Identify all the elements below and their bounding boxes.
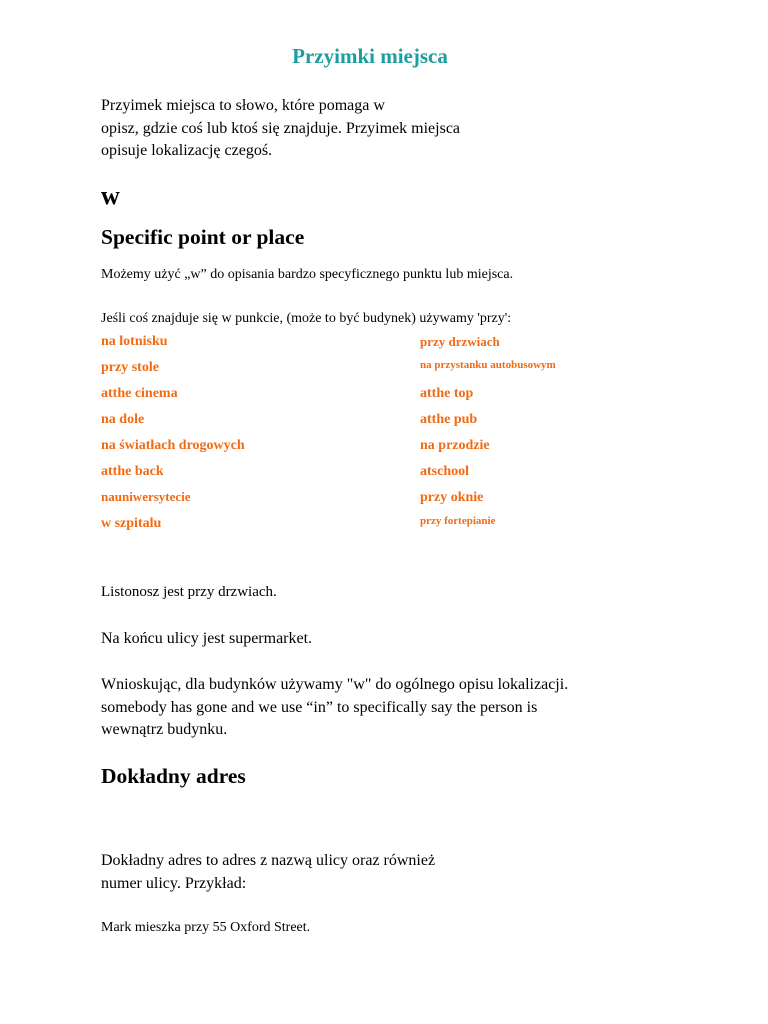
- intro-paragraph: [101, 95, 460, 163]
- conclusion-line: Wnioskując, dla budynków używamy "w" do ogólnego opisu lokalizacji.: [101, 676, 569, 693]
- phrase-left: przy stole: [101, 360, 159, 375]
- phrase-right: przy drzwiach: [420, 334, 500, 349]
- conclusion-paragraph: [101, 674, 568, 742]
- intro-line: opisuje lokalizację czegoś.: [101, 142, 273, 159]
- phrase-right: przy fortepianie: [420, 515, 496, 527]
- conclusion-line: wewnątrz budynku.: [101, 721, 228, 738]
- conclusion-line: somebody has gone and we use “in” to specifically say the person is: [101, 698, 538, 716]
- phrase-right: atthe pub: [420, 412, 478, 427]
- section-w-heading: w: [101, 181, 120, 210]
- section-w-lead: Jeśli coś znajduje się w punkcie, (może to być budynek) używamy 'przy':: [101, 311, 512, 326]
- phrase-left: w szpitalu: [101, 516, 162, 531]
- address-example: Mark mieszka przy 55 Oxford Street.: [101, 920, 311, 935]
- phrase-right: atschool: [420, 464, 469, 479]
- address-line: Dokładny adres to adres z nazwą ulicy oraz również: [101, 852, 436, 869]
- example-sentence: Na końcu ulicy jest supermarket.: [101, 630, 313, 647]
- phrase-left: na światłach drogowych: [101, 438, 245, 453]
- intro-line: Przyimek miejsca to słowo, które pomaga w: [101, 97, 385, 114]
- example-sentence: Listonosz jest przy drzwiach.: [101, 584, 277, 600]
- phrase-left: nauniwersytecie: [101, 489, 191, 504]
- phrase-left: na dole: [101, 412, 145, 427]
- intro-line: opisz, gdzie coś lub ktoś się znajduje. Przyimek miejsca: [101, 119, 461, 137]
- section-address-heading: Dokładny adres: [101, 764, 246, 788]
- address-line: numer ulicy. Przykład:: [101, 874, 247, 892]
- section-w-subheading: Specific point or place: [101, 225, 305, 249]
- phrase-right: na przodzie: [420, 438, 490, 453]
- address-paragraph: [101, 850, 435, 895]
- phrase-left: atthe cinema: [101, 386, 178, 401]
- phrase-right: przy oknie: [420, 490, 484, 505]
- section-w-description: Możemy użyć „w” do opisania bardzo specyficznego punktu lub miejsca.: [101, 267, 514, 282]
- phrase-right: atthe top: [420, 386, 474, 401]
- phrase-left: atthe back: [101, 464, 164, 479]
- phrase-left: na lotnisku: [101, 334, 168, 349]
- phrase-right: na przystanku autobusowym: [420, 359, 556, 371]
- page-title: Przyimki miejsca: [292, 44, 448, 68]
